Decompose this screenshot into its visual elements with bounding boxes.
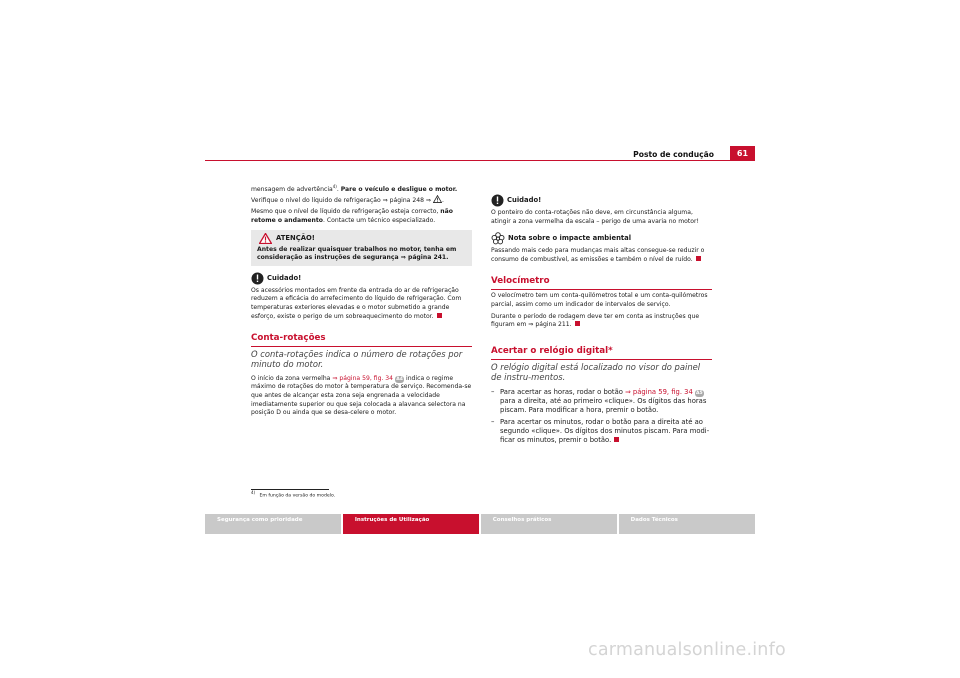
intro-paragraph-2: Mesmo que o nível de líquido de refrigeração esteja correcto, não retome o andamento. Contacte um técnico especializado. [251,208,453,224]
section-end-marker [614,437,619,442]
speedometer-paragraph-2: Durante o período de rodagem deve ter em conta as instruções que figuram em ⇒ página 211. [491,312,700,329]
page-number: 61 [730,146,755,161]
chapter-tabs [205,514,755,534]
clock-steps-list [491,388,712,445]
warning-triangle-icon [259,233,272,244]
figure-callout-badge: A5 [695,390,703,396]
watermark: carmanualsonline.info [588,640,786,660]
tachometer-paragraph: O início da zona vermelha ⇒ página 59, fig. 34 A4 indica o regime máximo de rotações do motor à temperatura de serviço. Recomenda-se que antes de alcançar esta zona seja engrenada a velocidade imediatamente superior ou que seja colocada a alavanca selectora na posição D ou ainda que se desa-celere o motor. [251,374,472,417]
section-end-marker [437,313,442,318]
page-link[interactable]: ⇒ página 59, fig. 34 [625,387,693,396]
caution-text: O ponteiro do conta-rotações não deve, em circunstância alguma, atingir a zona vermelha da escala – perigo de uma avaria no motor! [491,209,699,225]
section-end-marker [575,321,580,326]
left-column [251,183,472,421]
attention-box [251,230,472,266]
section-end-marker [696,256,701,261]
section-title-tachometer: Conta-rotações [251,333,472,347]
intro-paragraph-1: mensagem de advertência$^{4)}$. Pare o veículo e desligue o motor. Verifique o nível do líquido de refrigeração ⇒ página 248 ⇒ . [251,183,458,204]
header-rule [205,160,755,161]
caution-heading: Cuidado! [251,272,472,285]
list-item: – Para acertar os minutos, rodar o botão para a direita até ao segundo «clique». Os dígitos dos minutos piscam. Para modi-ficar os minutos, premir o botão. [491,417,710,444]
page-link[interactable]: ⇒ página 59, fig. 34 [332,374,394,382]
footnote: 4) Em função da versão do modelo. [251,490,336,499]
speedometer-paragraph-1: O velocímetro tem um conta-quilómetros total e um conta-quilómetros parcial, assim como um indicador de intervalos de serviço. [491,292,708,308]
attention-text: Antes de realizar quaisquer trabalhos no motor, tenha em consideração as instruções de segurança ⇒ página 241. [257,245,457,262]
tab-practical-tips[interactable]: Conselhos práticos [481,514,617,534]
figure-callout-badge: A4 [396,376,403,382]
list-item: – Para acertar as horas, rodar o botão ⇒ página 59, fig. 34 A5 para a direita, até ao primeiro «clique». Os dígitos das horas piscam. Para modificar a hora, premir o botão. [491,387,707,414]
tab-technical-data[interactable]: Dados Técnicos [619,514,755,534]
footnote-ref[interactable]: 4) [332,183,337,189]
environment-note-text: Passando mais cedo para mudanças mais altas consegue-se reduzir o consumo de combustível, as emissões e também o nível de ruído. [491,247,705,263]
footnote-rule [251,489,329,490]
section-title-speedometer: Velocímetro [491,276,712,290]
caution-icon [251,272,264,285]
flower-environment-icon [491,232,505,245]
caution-text: Os acessórios montados em frente da entrada do ar de refrigeração reduzem a eficácia do arrefecimento do líquido de refrigeração. Com temperaturas exteriores elevadas e o motor submetido a grande esforço, existe o perigo de um sobreaquecimento do motor. [251,286,462,320]
tab-safety[interactable]: Segurança como prioridade [205,514,341,534]
right-column [491,194,712,448]
section-subtitle-tachometer: O conta-rotações indica o número de rotações por minuto do motor. [251,349,463,370]
page-header-title: Posto de condução [633,150,714,159]
environment-note-heading: Nota sobre o impacte ambiental [491,232,712,245]
caution-icon [491,194,504,207]
tab-operating-instructions[interactable]: Instruções de Utilização [343,514,479,534]
warning-triangle-icon [433,195,442,203]
section-subtitle-clock: O relógio digital está localizado no visor do painel de instru-mentos. [491,361,701,383]
attention-heading: ATENÇÃO! [257,233,467,244]
section-title-clock: Acertar o relógio digital* [491,346,712,360]
caution-heading: Cuidado! [491,194,712,207]
